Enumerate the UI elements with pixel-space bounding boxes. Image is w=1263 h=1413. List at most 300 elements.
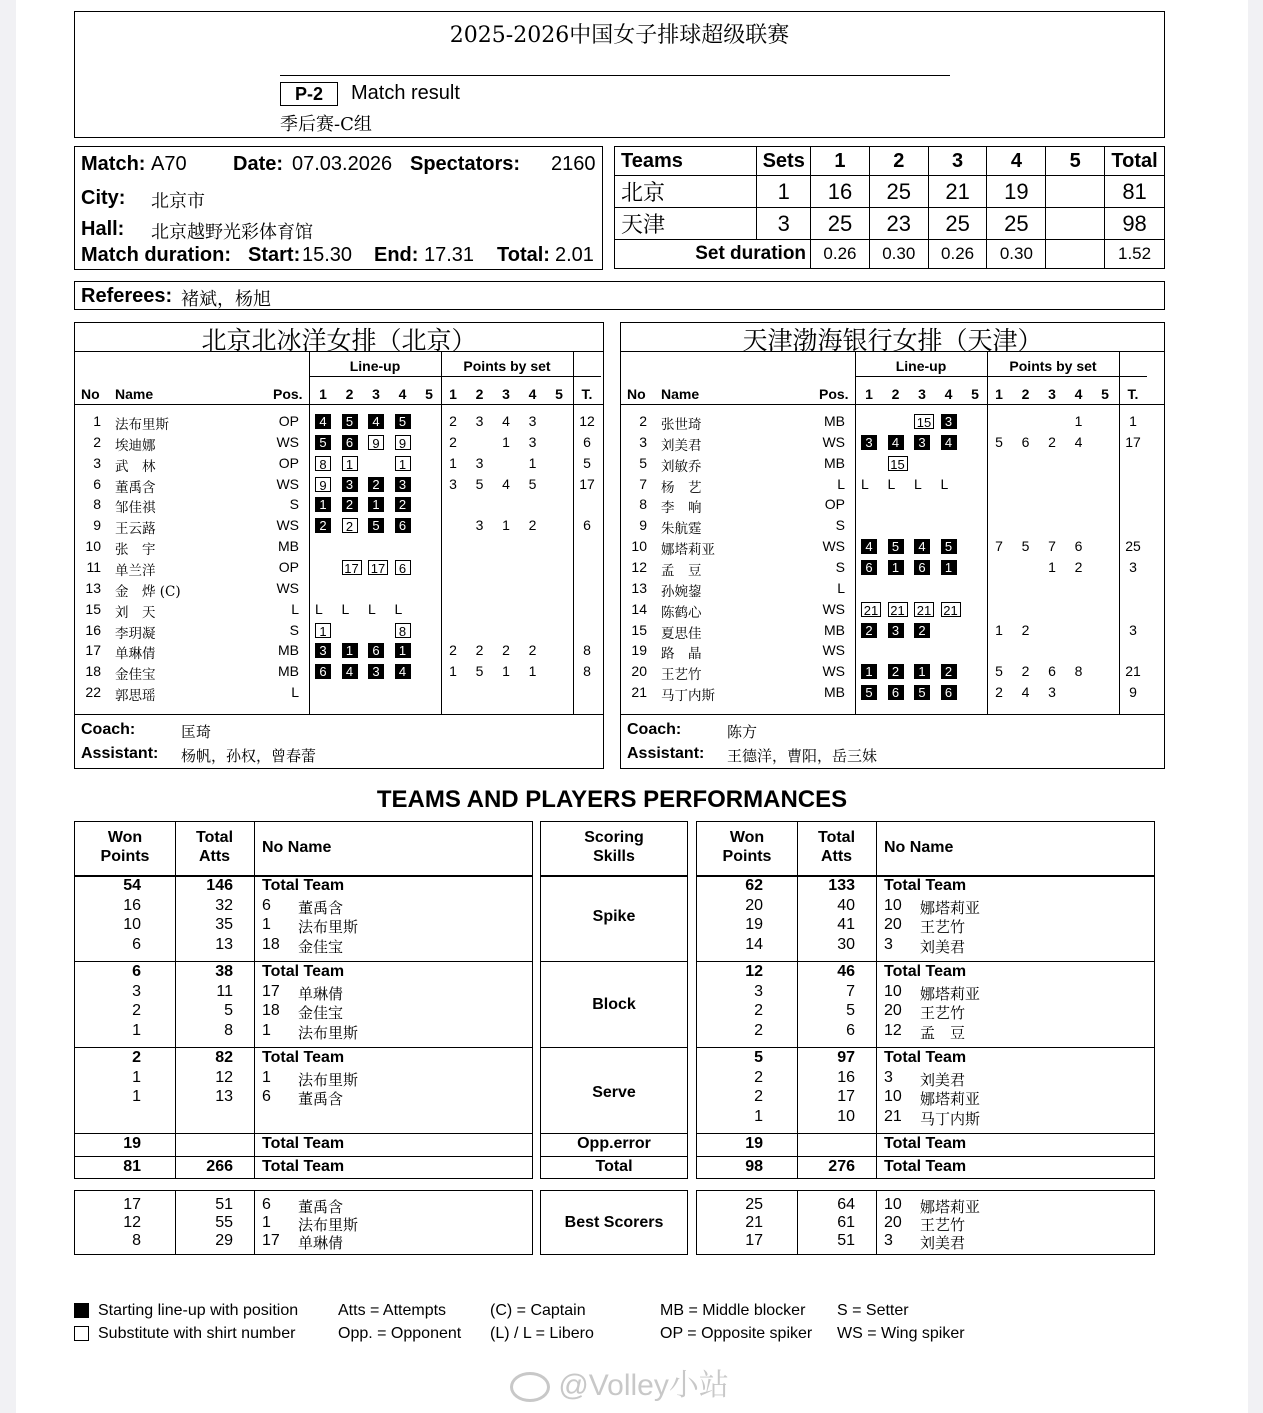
player-name: 刘美君 bbox=[661, 437, 702, 454]
libero-mark: L bbox=[861, 475, 869, 492]
starting-position-box: 6 bbox=[914, 560, 930, 575]
starting-position-box: 6 bbox=[888, 685, 904, 700]
best-scorer-row bbox=[75, 1214, 532, 1232]
assistant-label: Assistant: bbox=[81, 745, 159, 762]
player-position: OP bbox=[278, 558, 299, 575]
player-number: 9 bbox=[639, 517, 647, 534]
won-points-value: 10 bbox=[123, 916, 141, 933]
player-name: 娜塔莉亚 bbox=[920, 1198, 981, 1216]
player-number: 1 bbox=[93, 413, 101, 429]
player-name: 孙婉鋆 bbox=[661, 583, 702, 600]
legend-atts: Atts = Attempts bbox=[338, 1302, 447, 1319]
set-points: 1 bbox=[528, 663, 537, 680]
set-duration: 0.26 bbox=[928, 240, 987, 269]
starting-position-box: 1 bbox=[861, 664, 877, 679]
col-points-set: 5 bbox=[1101, 386, 1109, 402]
set-points: 1 bbox=[449, 454, 457, 471]
player-name: 单兰洋 bbox=[115, 562, 156, 579]
player-total-points: 17 bbox=[579, 475, 595, 492]
starting-position-box: 3 bbox=[342, 477, 358, 492]
substitute-number-box: 21 bbox=[941, 602, 961, 617]
player-stat-row bbox=[697, 1022, 1154, 1041]
player-number: 1 bbox=[262, 1068, 271, 1086]
total-team-label: Total Team bbox=[884, 963, 967, 980]
libero-mark: L bbox=[887, 475, 896, 492]
player-number: 10 bbox=[884, 896, 902, 914]
legend-mb: MB = Middle blocker bbox=[660, 1302, 806, 1319]
best-scorer-row bbox=[697, 1196, 1154, 1214]
total-atts-value: 8 bbox=[224, 1021, 233, 1039]
starting-position-box: 6 bbox=[395, 518, 411, 533]
skills-label: Skills bbox=[593, 848, 635, 865]
legend-setter: S = Setter bbox=[837, 1302, 909, 1319]
player-number: 9 bbox=[93, 517, 101, 534]
player-total-points: 6 bbox=[583, 433, 591, 450]
player-name: 夏思佳 bbox=[661, 625, 702, 642]
total-team-label: Total Team bbox=[884, 877, 967, 894]
team-title: 天津渤海银行女排（天津） bbox=[742, 326, 1043, 355]
total-team-label: Total Team bbox=[262, 1049, 345, 1066]
player-name: 金佳宝 bbox=[298, 937, 344, 956]
set-points: 1 bbox=[1074, 413, 1083, 429]
player-name: 金佳宝 bbox=[115, 667, 156, 684]
score-row-team-b bbox=[615, 208, 1165, 240]
player-total-points: 8 bbox=[583, 663, 591, 680]
best-scorers-B bbox=[696, 1190, 1155, 1255]
player-row bbox=[75, 516, 603, 536]
player-number: 17 bbox=[262, 982, 280, 1000]
set-score: 25 bbox=[869, 176, 928, 208]
player-number: 12 bbox=[884, 1021, 902, 1039]
perf-row-divider bbox=[75, 961, 532, 962]
set-points: 3 bbox=[475, 413, 484, 429]
player-position: WS bbox=[276, 433, 299, 450]
scoring-skills-header bbox=[541, 828, 687, 866]
set-points: 1 bbox=[502, 663, 510, 680]
substitute-number-box: 17 bbox=[342, 560, 362, 575]
legend-ws: WS = Wing spiker bbox=[837, 1325, 965, 1342]
player-number: 8 bbox=[93, 496, 101, 513]
substitute-number-box: 21 bbox=[914, 602, 934, 617]
total-team-label: Total Team bbox=[262, 963, 345, 980]
perf-row-divider bbox=[75, 1156, 532, 1157]
total-atts-value: 12 bbox=[215, 1068, 233, 1086]
team-a-roster bbox=[74, 322, 604, 769]
points-label: Points bbox=[100, 848, 150, 865]
won-points-value: 1 bbox=[132, 1021, 141, 1039]
player-row bbox=[621, 641, 1164, 661]
roster-rule bbox=[621, 714, 1164, 715]
player-stat-row bbox=[697, 1069, 1154, 1088]
starting-position-box: 1 bbox=[315, 497, 331, 512]
total-atts-value: 11 bbox=[216, 982, 233, 1000]
total-team-row bbox=[697, 877, 1154, 896]
player-stat-row bbox=[697, 916, 1154, 935]
set-score bbox=[1046, 208, 1105, 240]
score-table bbox=[614, 146, 1165, 269]
player-number: 20 bbox=[884, 1214, 902, 1231]
lineup-header: Line-up bbox=[895, 358, 947, 374]
set-points: 4 bbox=[502, 475, 510, 492]
total-atts-value: 13 bbox=[215, 935, 233, 953]
performance-title: TEAMS AND PLAYERS PERFORMANCES bbox=[376, 786, 848, 813]
player-row bbox=[75, 579, 603, 599]
total-label: Total bbox=[817, 829, 856, 846]
starting-position-box: 1 bbox=[368, 497, 384, 512]
hall-value: 北京越野光彩体育馆 bbox=[151, 222, 313, 243]
best-scorers-label: Best Scorers bbox=[564, 1214, 664, 1231]
player-row bbox=[621, 454, 1164, 474]
col-points-set: 3 bbox=[1048, 386, 1056, 402]
team-name: 天津 bbox=[615, 208, 757, 240]
player-number: 16 bbox=[85, 621, 101, 638]
legend-substitute: Substitute with shirt number bbox=[98, 1325, 296, 1342]
set-points: 6 bbox=[1074, 538, 1083, 555]
col-won-points bbox=[75, 828, 175, 866]
set-points: 3 bbox=[528, 433, 537, 450]
player-name: 陈鹤心 bbox=[661, 604, 702, 621]
player-row bbox=[621, 433, 1164, 453]
col-points-set: 1 bbox=[449, 386, 457, 402]
player-total-points: 21 bbox=[1125, 663, 1141, 680]
legend-libero: (L) / L = Libero bbox=[490, 1325, 594, 1342]
set-points: 2 bbox=[449, 413, 457, 429]
total-duration: 1.52 bbox=[1105, 240, 1165, 269]
player-stat-row bbox=[75, 1069, 532, 1088]
skill-serve: Serve bbox=[592, 1084, 636, 1101]
best-scorer-row bbox=[75, 1232, 532, 1250]
start-time: 15.30 bbox=[302, 244, 353, 266]
roster-rule bbox=[75, 351, 603, 352]
player-position: S bbox=[289, 621, 299, 638]
substitute-number-box: 1 bbox=[342, 456, 358, 471]
set-points: 2 bbox=[995, 684, 1003, 701]
player-name: 王艺竹 bbox=[920, 1004, 966, 1022]
skill-spike: Spike bbox=[592, 908, 636, 925]
player-position: OP bbox=[824, 496, 845, 513]
player-row bbox=[75, 621, 603, 641]
coach-name: 匡琦 bbox=[181, 723, 212, 741]
substitute-number-box: 15 bbox=[914, 414, 934, 429]
roster-rule bbox=[855, 376, 1147, 377]
won-points-value: 16 bbox=[123, 896, 141, 914]
set-duration: 0.30 bbox=[869, 240, 928, 269]
starting-position-box: 4 bbox=[342, 664, 358, 679]
player-number: 3 bbox=[884, 1232, 893, 1249]
player-number: 15 bbox=[85, 600, 101, 617]
starting-position-box: 2 bbox=[342, 497, 358, 512]
scoring-label: Scoring bbox=[584, 829, 644, 846]
set-points: 7 bbox=[1048, 538, 1056, 555]
set-points: 3 bbox=[449, 475, 457, 492]
player-position: L bbox=[291, 684, 299, 701]
player-position: L bbox=[837, 475, 845, 492]
won-points-value: 1 bbox=[132, 1088, 141, 1105]
won-label: Won bbox=[729, 829, 765, 846]
player-name: 孟 豆 bbox=[661, 562, 702, 579]
total-atts-value: 133 bbox=[828, 877, 855, 894]
col-lineup-set: 2 bbox=[891, 386, 900, 402]
col-name: Name bbox=[661, 386, 700, 402]
player-number: 12 bbox=[631, 558, 647, 575]
starting-square-icon bbox=[74, 1303, 89, 1318]
player-name: 王云蕗 bbox=[115, 521, 156, 538]
watermark bbox=[510, 1360, 729, 1404]
starting-position-box: 5 bbox=[368, 518, 384, 533]
player-number: 20 bbox=[884, 1002, 902, 1019]
player-row bbox=[621, 495, 1164, 515]
libero-mark: L bbox=[394, 600, 403, 617]
won-points-value: 98 bbox=[745, 1158, 763, 1175]
substitute-number-box: 9 bbox=[368, 435, 384, 450]
substitute-number-box: 1 bbox=[315, 623, 331, 638]
starting-position-box: 6 bbox=[368, 643, 384, 658]
player-name: 杨 艺 bbox=[661, 479, 702, 496]
perf-row-divider bbox=[541, 875, 687, 877]
starting-position-box: 6 bbox=[315, 664, 331, 679]
total-team-label: Total Team bbox=[262, 1158, 345, 1175]
col-lineup-set: 3 bbox=[918, 386, 926, 402]
player-position: WS bbox=[822, 538, 845, 555]
set-points: 1 bbox=[502, 433, 510, 450]
roster-rule bbox=[75, 404, 603, 405]
player-name: 董禹含 bbox=[298, 898, 344, 917]
player-number: 18 bbox=[262, 935, 280, 953]
starting-position-box: 3 bbox=[861, 435, 877, 450]
col-no-name: No Name bbox=[884, 839, 954, 856]
starting-position-box: 2 bbox=[941, 664, 957, 679]
player-number: 6 bbox=[93, 475, 101, 492]
player-total-points: 25 bbox=[1125, 538, 1141, 555]
player-number: 6 bbox=[262, 1196, 271, 1213]
player-total-points: 17 bbox=[1125, 433, 1141, 450]
player-position: MB bbox=[824, 454, 845, 471]
starting-position-box: 4 bbox=[861, 539, 877, 554]
col-won-points bbox=[697, 828, 797, 866]
set-points: 2 bbox=[1021, 663, 1030, 680]
total-atts-value: 146 bbox=[206, 877, 233, 894]
player-row bbox=[75, 433, 603, 453]
total-atts-value: 30 bbox=[837, 935, 855, 953]
starting-position-box: 3 bbox=[315, 643, 331, 658]
won-points-value: 1 bbox=[132, 1068, 141, 1086]
starting-position-box: 6 bbox=[861, 560, 877, 575]
match-date: 07.03.2026 bbox=[292, 153, 393, 175]
won-points-value: 54 bbox=[123, 877, 141, 894]
player-number: 18 bbox=[262, 1002, 280, 1019]
roster-rule bbox=[75, 714, 603, 715]
set-points: 6 bbox=[1021, 433, 1030, 450]
col-lineup-set: 5 bbox=[425, 386, 433, 402]
total-atts-value: 10 bbox=[837, 1107, 855, 1125]
player-name: 张 宇 bbox=[115, 542, 156, 559]
lineup-header: Line-up bbox=[349, 358, 401, 374]
total-atts-value: 35 bbox=[215, 916, 233, 933]
player-number: 2 bbox=[93, 433, 101, 450]
set-points: 4 bbox=[1074, 433, 1083, 450]
starting-position-box: 1 bbox=[342, 643, 358, 658]
total-atts-value: 266 bbox=[206, 1158, 233, 1175]
won-points-value: 14 bbox=[745, 935, 763, 953]
total-team-row bbox=[697, 1049, 1154, 1068]
won-points-value: 25 bbox=[745, 1196, 763, 1213]
set-points: 2 bbox=[1021, 621, 1030, 638]
substitute-number-box: 8 bbox=[395, 623, 411, 638]
set-points: 5 bbox=[528, 475, 537, 492]
won-points-value: 1 bbox=[754, 1107, 763, 1125]
player-number: 1 bbox=[262, 1021, 271, 1039]
set-points: 2 bbox=[528, 517, 537, 534]
player-name: 法布里斯 bbox=[115, 417, 169, 433]
player-total-points: 3 bbox=[1129, 621, 1137, 638]
won-points-value: 20 bbox=[745, 896, 763, 914]
substitute-number-box: 1 bbox=[395, 456, 411, 471]
won-points-value: 6 bbox=[132, 963, 141, 980]
col-points-set: 1 bbox=[995, 386, 1003, 402]
starting-position-box: 5 bbox=[914, 685, 930, 700]
score-header-set5: 5 bbox=[1046, 147, 1105, 176]
starting-position-box: 5 bbox=[315, 435, 331, 450]
starting-position-box: 3 bbox=[395, 477, 411, 492]
won-points-value: 5 bbox=[754, 1049, 763, 1066]
set-points: 5 bbox=[995, 433, 1003, 450]
set-score: 25 bbox=[928, 208, 987, 240]
total-label: Total bbox=[195, 829, 234, 846]
won-points-value: 21 bbox=[745, 1214, 763, 1231]
player-row bbox=[621, 683, 1164, 703]
coach-name: 陈方 bbox=[727, 723, 758, 741]
player-total-points: 9 bbox=[1129, 684, 1137, 701]
total-atts-value: 16 bbox=[837, 1068, 855, 1086]
start-label: Start: bbox=[248, 244, 301, 266]
report-title: Match result bbox=[351, 82, 460, 104]
won-points-value: 2 bbox=[132, 1049, 141, 1066]
set-points: 2 bbox=[502, 642, 510, 659]
player-row bbox=[75, 454, 603, 474]
total-points: 81 bbox=[1105, 176, 1165, 208]
total-team-row bbox=[75, 1049, 532, 1068]
set-points: 2 bbox=[1074, 558, 1083, 575]
player-name: 娜塔莉亚 bbox=[920, 984, 981, 1003]
player-name: 娜塔莉亚 bbox=[661, 542, 715, 559]
total-atts-value: 276 bbox=[828, 1158, 855, 1175]
player-stat-row bbox=[697, 1088, 1154, 1107]
weibo-logo-icon bbox=[510, 1372, 550, 1402]
libero-mark: L bbox=[940, 475, 949, 492]
libero-mark: L bbox=[315, 600, 323, 617]
total-team-row bbox=[697, 963, 1154, 982]
col-no: No bbox=[627, 386, 646, 402]
player-stat-row bbox=[697, 936, 1154, 955]
score-header-set3: 3 bbox=[928, 147, 987, 176]
player-row bbox=[75, 412, 603, 432]
player-row bbox=[621, 558, 1164, 578]
player-total-points: 5 bbox=[583, 454, 591, 471]
player-position: S bbox=[835, 558, 845, 575]
player-name: 法布里斯 bbox=[298, 918, 359, 936]
won-points-value: 2 bbox=[754, 1088, 763, 1105]
player-number: 10 bbox=[85, 538, 101, 555]
player-number: 10 bbox=[884, 982, 902, 1000]
player-position: S bbox=[289, 496, 299, 513]
opp-error-row bbox=[697, 1135, 1154, 1155]
set-score: 16 bbox=[811, 176, 870, 208]
won-points-value: 12 bbox=[745, 963, 763, 980]
header-divider bbox=[280, 75, 950, 76]
player-number: 1 bbox=[262, 916, 271, 933]
best-scorer-row bbox=[697, 1214, 1154, 1232]
perf-row-divider bbox=[75, 1047, 532, 1048]
player-position: L bbox=[837, 579, 845, 596]
player-number: 14 bbox=[631, 600, 647, 617]
set-points: 2 bbox=[475, 642, 484, 659]
col-lineup-set: 3 bbox=[372, 386, 380, 402]
starting-position-box: 2 bbox=[888, 664, 904, 679]
player-name: 董禹含 bbox=[298, 1198, 344, 1216]
col-points-set: 2 bbox=[475, 386, 484, 402]
set-points: 3 bbox=[528, 413, 537, 429]
coach-label: Coach: bbox=[627, 721, 682, 738]
won-points-value: 6 bbox=[132, 935, 141, 953]
total-team-label: Total Team bbox=[262, 877, 345, 894]
phase-label: 季后赛-C组 bbox=[280, 114, 372, 135]
player-name: 法布里斯 bbox=[298, 1216, 359, 1234]
player-position: MB bbox=[278, 642, 299, 659]
total-team-label: Total Team bbox=[884, 1158, 967, 1175]
total-atts-value: 51 bbox=[215, 1196, 233, 1213]
player-number: 5 bbox=[639, 454, 647, 471]
substitute-number-box: 6 bbox=[395, 560, 411, 575]
substitute-number-box: 17 bbox=[368, 560, 388, 575]
won-points-value: 17 bbox=[123, 1196, 141, 1213]
set-score: 19 bbox=[987, 176, 1046, 208]
set-points: 1 bbox=[528, 454, 537, 471]
player-number: 21 bbox=[631, 684, 647, 701]
won-points-value: 81 bbox=[123, 1158, 141, 1175]
player-row bbox=[75, 495, 603, 515]
score-header-set2: 2 bbox=[869, 147, 928, 176]
best-scorers-label-box bbox=[540, 1190, 688, 1255]
player-stat-row bbox=[75, 1088, 532, 1107]
roster-rule bbox=[621, 351, 1164, 352]
set-score: 21 bbox=[928, 176, 987, 208]
set-points: 3 bbox=[475, 517, 484, 534]
player-stat-row bbox=[697, 897, 1154, 916]
won-points-value: 8 bbox=[132, 1232, 141, 1249]
col-name: Name bbox=[115, 386, 154, 402]
player-stat-row bbox=[697, 1002, 1154, 1021]
set-points: 3 bbox=[1048, 684, 1056, 701]
points-by-set-header: Points by set bbox=[463, 358, 551, 374]
player-stat-row bbox=[75, 936, 532, 955]
starting-position-box: 4 bbox=[941, 435, 957, 450]
score-header-set4: 4 bbox=[987, 147, 1046, 176]
player-position: MB bbox=[824, 684, 845, 701]
col-no: No bbox=[81, 386, 100, 402]
col-total-atts bbox=[797, 828, 876, 866]
set-score bbox=[1046, 176, 1105, 208]
player-total-points: 3 bbox=[1129, 558, 1137, 575]
player-name: 金 烨 (C) bbox=[115, 583, 181, 600]
col-points-set: 4 bbox=[1074, 386, 1083, 402]
won-points-value: 2 bbox=[754, 1021, 763, 1039]
assistant-names: 杨帆，孙权，曾春蕾 bbox=[181, 747, 317, 765]
set-points: 2 bbox=[1048, 433, 1056, 450]
player-stat-row bbox=[75, 983, 532, 1002]
score-header-teams: Teams bbox=[615, 147, 757, 176]
match-report-page bbox=[16, 0, 1248, 1413]
player-name: 娜塔莉亚 bbox=[920, 1090, 981, 1108]
